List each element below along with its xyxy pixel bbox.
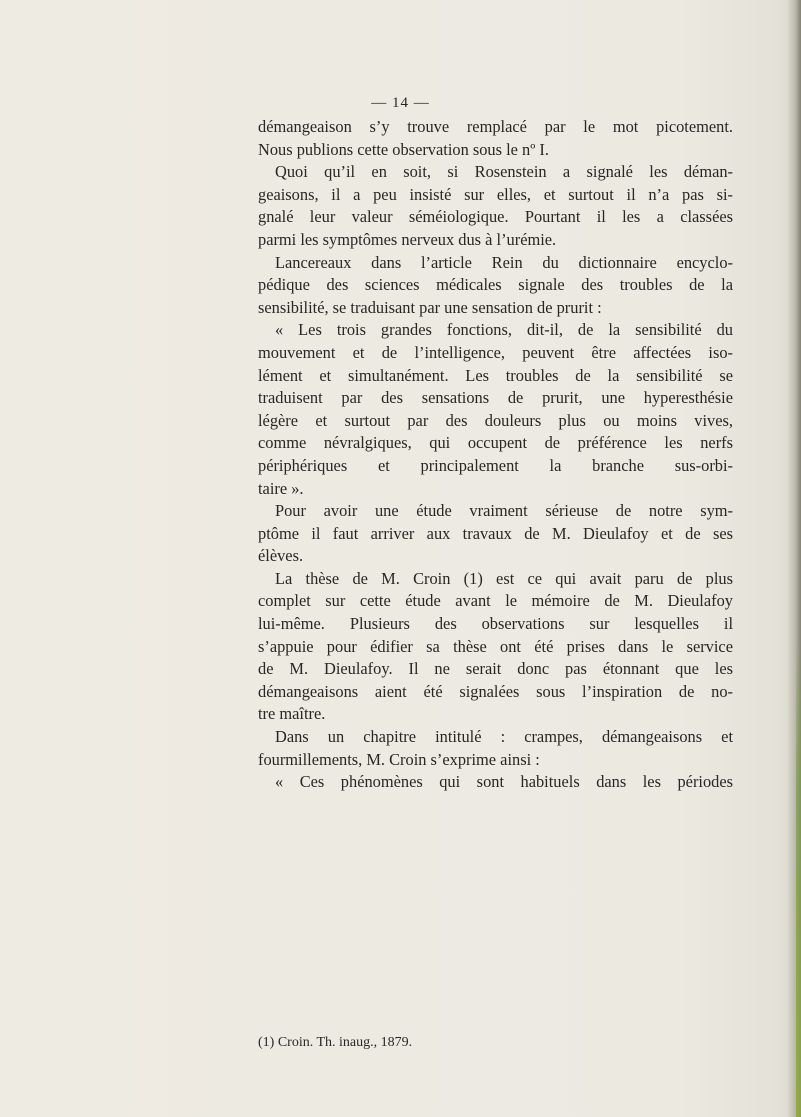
text-line: Lancereaux dans l’article Rein du dictionnaire encyclo- bbox=[275, 252, 733, 272]
text-line: geaisons, il a peu insisté sur elles, et surtout il n’a pas si- bbox=[258, 184, 733, 204]
body-text bbox=[258, 116, 733, 794]
text-line: lui-même. Plusieurs des observations sur lesquelles il bbox=[258, 614, 733, 634]
text-line: « Les trois grandes fonctions, dit-il, de la sensibilité du bbox=[275, 320, 733, 340]
text-line: démangeaisons aient été signalées sous l’inspiration de no- bbox=[258, 681, 733, 701]
text-line: mouvement et de l’intelligence, peuvent être affectées iso- bbox=[258, 342, 733, 362]
text-line: démangeaison s’y trouve remplacé par le mot picotement. bbox=[258, 117, 733, 136]
text-line: ptôme il faut arriver aux travaux de M. Dieulafoy et de ses bbox=[258, 523, 733, 543]
text-line: traduisent par des sensations de prurit, une hyperesthésie bbox=[258, 388, 733, 408]
text-line: périphériques et principalement la branche sus-orbi- bbox=[258, 455, 733, 475]
text-line: pédique des sciences médicales signale des troubles de la bbox=[258, 275, 733, 295]
text-line: parmi les symptômes nerveux dus à l’urémie. bbox=[258, 229, 557, 249]
text-line: sensibilité, se traduisant par une sensation de prurit : bbox=[258, 297, 602, 317]
footnote: (1) Croin. Th. inaug., 1879. bbox=[258, 1035, 413, 1050]
text-line: taire ». bbox=[258, 478, 304, 498]
text-line: La thèse de M. Croin (1) est ce qui avait paru de plus bbox=[275, 568, 733, 588]
text-line: Dans un chapitre intitulé : crampes, démangeaisons et bbox=[275, 727, 733, 747]
text-line: comme névralgiques, qui occupent de préférence les nerfs bbox=[258, 433, 733, 453]
page-edge-binding bbox=[796, 640, 801, 1117]
text-line: s’appuie pour édifier sa thèse ont été prises dans le service bbox=[258, 636, 733, 656]
text-line: Quoi qu’il en soit, si Rosenstein a signalé les déman- bbox=[275, 162, 733, 182]
text-line: Nous publions cette observation sous le nº I. bbox=[258, 139, 549, 159]
text-line: lément et simultanément. Les troubles de la sensibilité se bbox=[258, 365, 733, 385]
text-line: Pour avoir une étude vraiment sérieuse de notre sym- bbox=[275, 501, 733, 521]
text-line: tre maître. bbox=[258, 704, 326, 724]
page-number: — 14 — bbox=[371, 95, 430, 111]
text-line: légère et surtout par des douleurs plus ou moins vives, bbox=[258, 410, 733, 430]
text-line: complet sur cette étude avant le mémoire de M. Dieulafoy bbox=[258, 591, 733, 611]
text-line: gnalé leur valeur séméiologique. Pourtant il les a classées bbox=[258, 207, 733, 227]
text-line: fourmillements, M. Croin s’exprime ainsi : bbox=[258, 749, 540, 769]
text-line: élèves. bbox=[258, 546, 304, 566]
text-line: « Ces phénomènes qui sont habituels dans les périodes bbox=[275, 772, 733, 792]
text-line: de M. Dieulafoy. Il ne serait donc pas étonnant que les bbox=[258, 659, 733, 679]
